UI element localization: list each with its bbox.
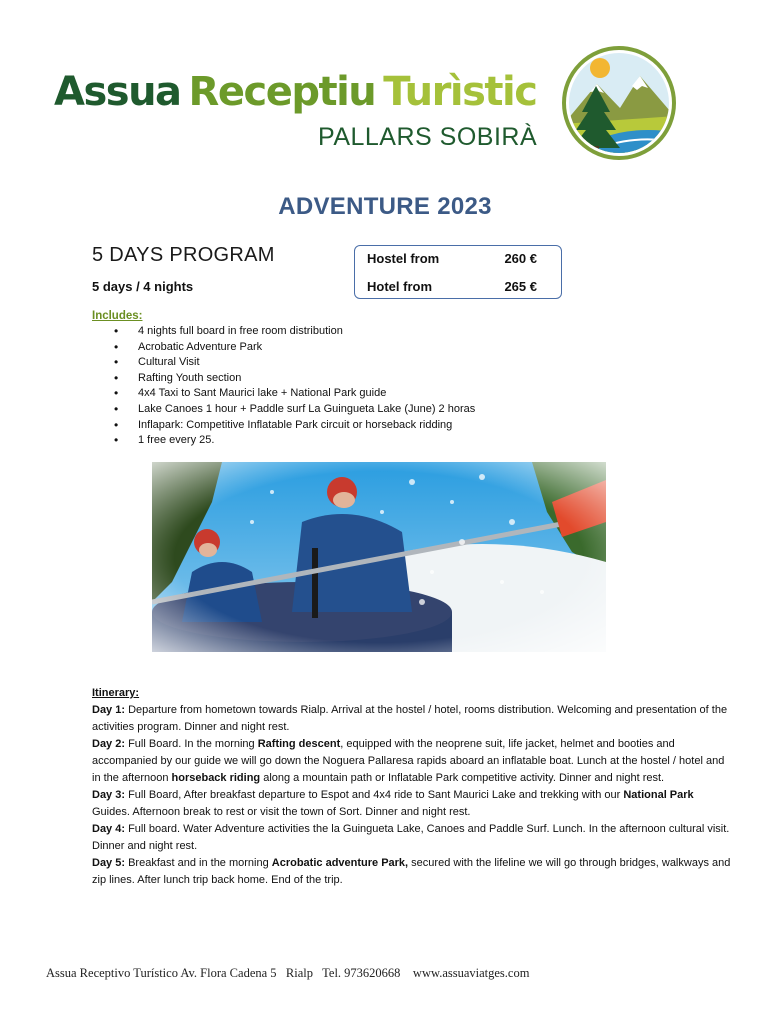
itinerary-day-4 [92,821,732,855]
list-item: • Cultural Visit [92,355,475,371]
logo-wordmark [54,69,537,115]
rafting-photo-icon [152,462,606,652]
program-title: 5 DAYS PROGRAM [92,244,275,266]
itinerary-label: Itinerary: [92,687,140,699]
day-highlight: Acrobatic adventure Park, [271,857,409,869]
day-text: Departure from hometown towards Rialp. Arrival at the hostel / hotel, rooms distribution. Welcoming and presentation of the activities program. Dinner and night rest. [92,704,728,733]
list-item: • Inflapark: Competitive Inflatable Park circuit or horseback ridding [92,418,475,434]
price-row-hotel [367,279,537,294]
day-text: along a mountain path or Inflatable Park competitive activity. Dinner and night rest. [260,772,665,784]
day-text: Guides. Afternoon break to rest or visit the town of Sort. Dinner and night rest. [92,806,471,818]
price-row-hostel [367,251,537,266]
includes-label: Includes: [92,310,143,322]
day-highlight: Rafting descent [257,738,341,750]
day-label: Day 2: [92,738,126,750]
price-label: Hostel from [367,251,440,266]
day-text: Breakfast and in the morning [125,857,272,869]
list-item: • Rafting Youth section [92,371,475,387]
logo-word-turistic: Turìstic [383,69,537,115]
list-item: • 4x4 Taxi to Sant Maurici lake + National Park guide [92,386,475,402]
itinerary-day-3 [92,787,732,821]
day-text: secured with the lifeline we will go through bridges, walkways and zip lines. After lunch trip back home. End of the trip. [92,857,731,886]
price-value: 265 € [504,279,537,294]
day-text: , equipped with the neoprene suit, life jacket, helmet and booties and accompanied by our guide we will go down the Noguera Pallaresa rapids aboard an inflatable boat. Lunch at the hostel / hotel and in the afternoon [92,738,725,784]
program-duration: 5 days / 4 nights [92,279,194,294]
day-label: Day 5: [92,857,126,869]
day-highlight: National Park [623,789,694,801]
list-item: • Lake Canoes 1 hour + Paddle surf La Guingueta Lake (June) 2 horas [92,402,475,418]
itinerary-day-1 [92,702,732,736]
document-title: ADVENTURE 2023 [278,193,492,220]
footer-contact: Assua Receptivo Turístico Av. Flora Cadena 5 Rialp Tel. 973620668 www.assuaviatges.com [46,966,530,980]
day-text: Full board. Water Adventure activities the la Guingueta Lake, Canoes and Paddle Surf. Lunch. In the afternoon cultural visit. Dinner and night rest. [92,823,730,852]
logo-word-assua: Assua [54,69,181,115]
day-text: Full Board. In the morning [125,738,258,750]
price-value: 260 € [504,251,537,266]
day-label: Day 3: [92,789,126,801]
list-item: • 4 nights full board in free room distribution [92,324,475,340]
itinerary-day-5 [92,855,732,889]
day-highlight: horseback riding [171,772,261,784]
itinerary-day-2 [92,736,732,787]
itinerary [92,685,732,889]
logo-word-receptiu: Receptiu [188,69,376,115]
price-label: Hotel from [367,279,432,294]
list-item: • 1 free every 25. [92,433,475,449]
list-item: • Acrobatic Adventure Park [92,340,475,356]
day-label: Day 4: [92,823,126,835]
price-box [354,245,562,299]
logo-subtitle: PALLARS SOBIRÀ [318,123,538,151]
day-text: Full Board, After breakfast departure to Espot and 4x4 ride to Sant Maurici Lake and trekking with our [125,789,624,801]
mountain-lake-tree-emblem-icon [562,46,676,160]
day-label: Day 1: [92,704,126,716]
includes-list [92,324,475,449]
